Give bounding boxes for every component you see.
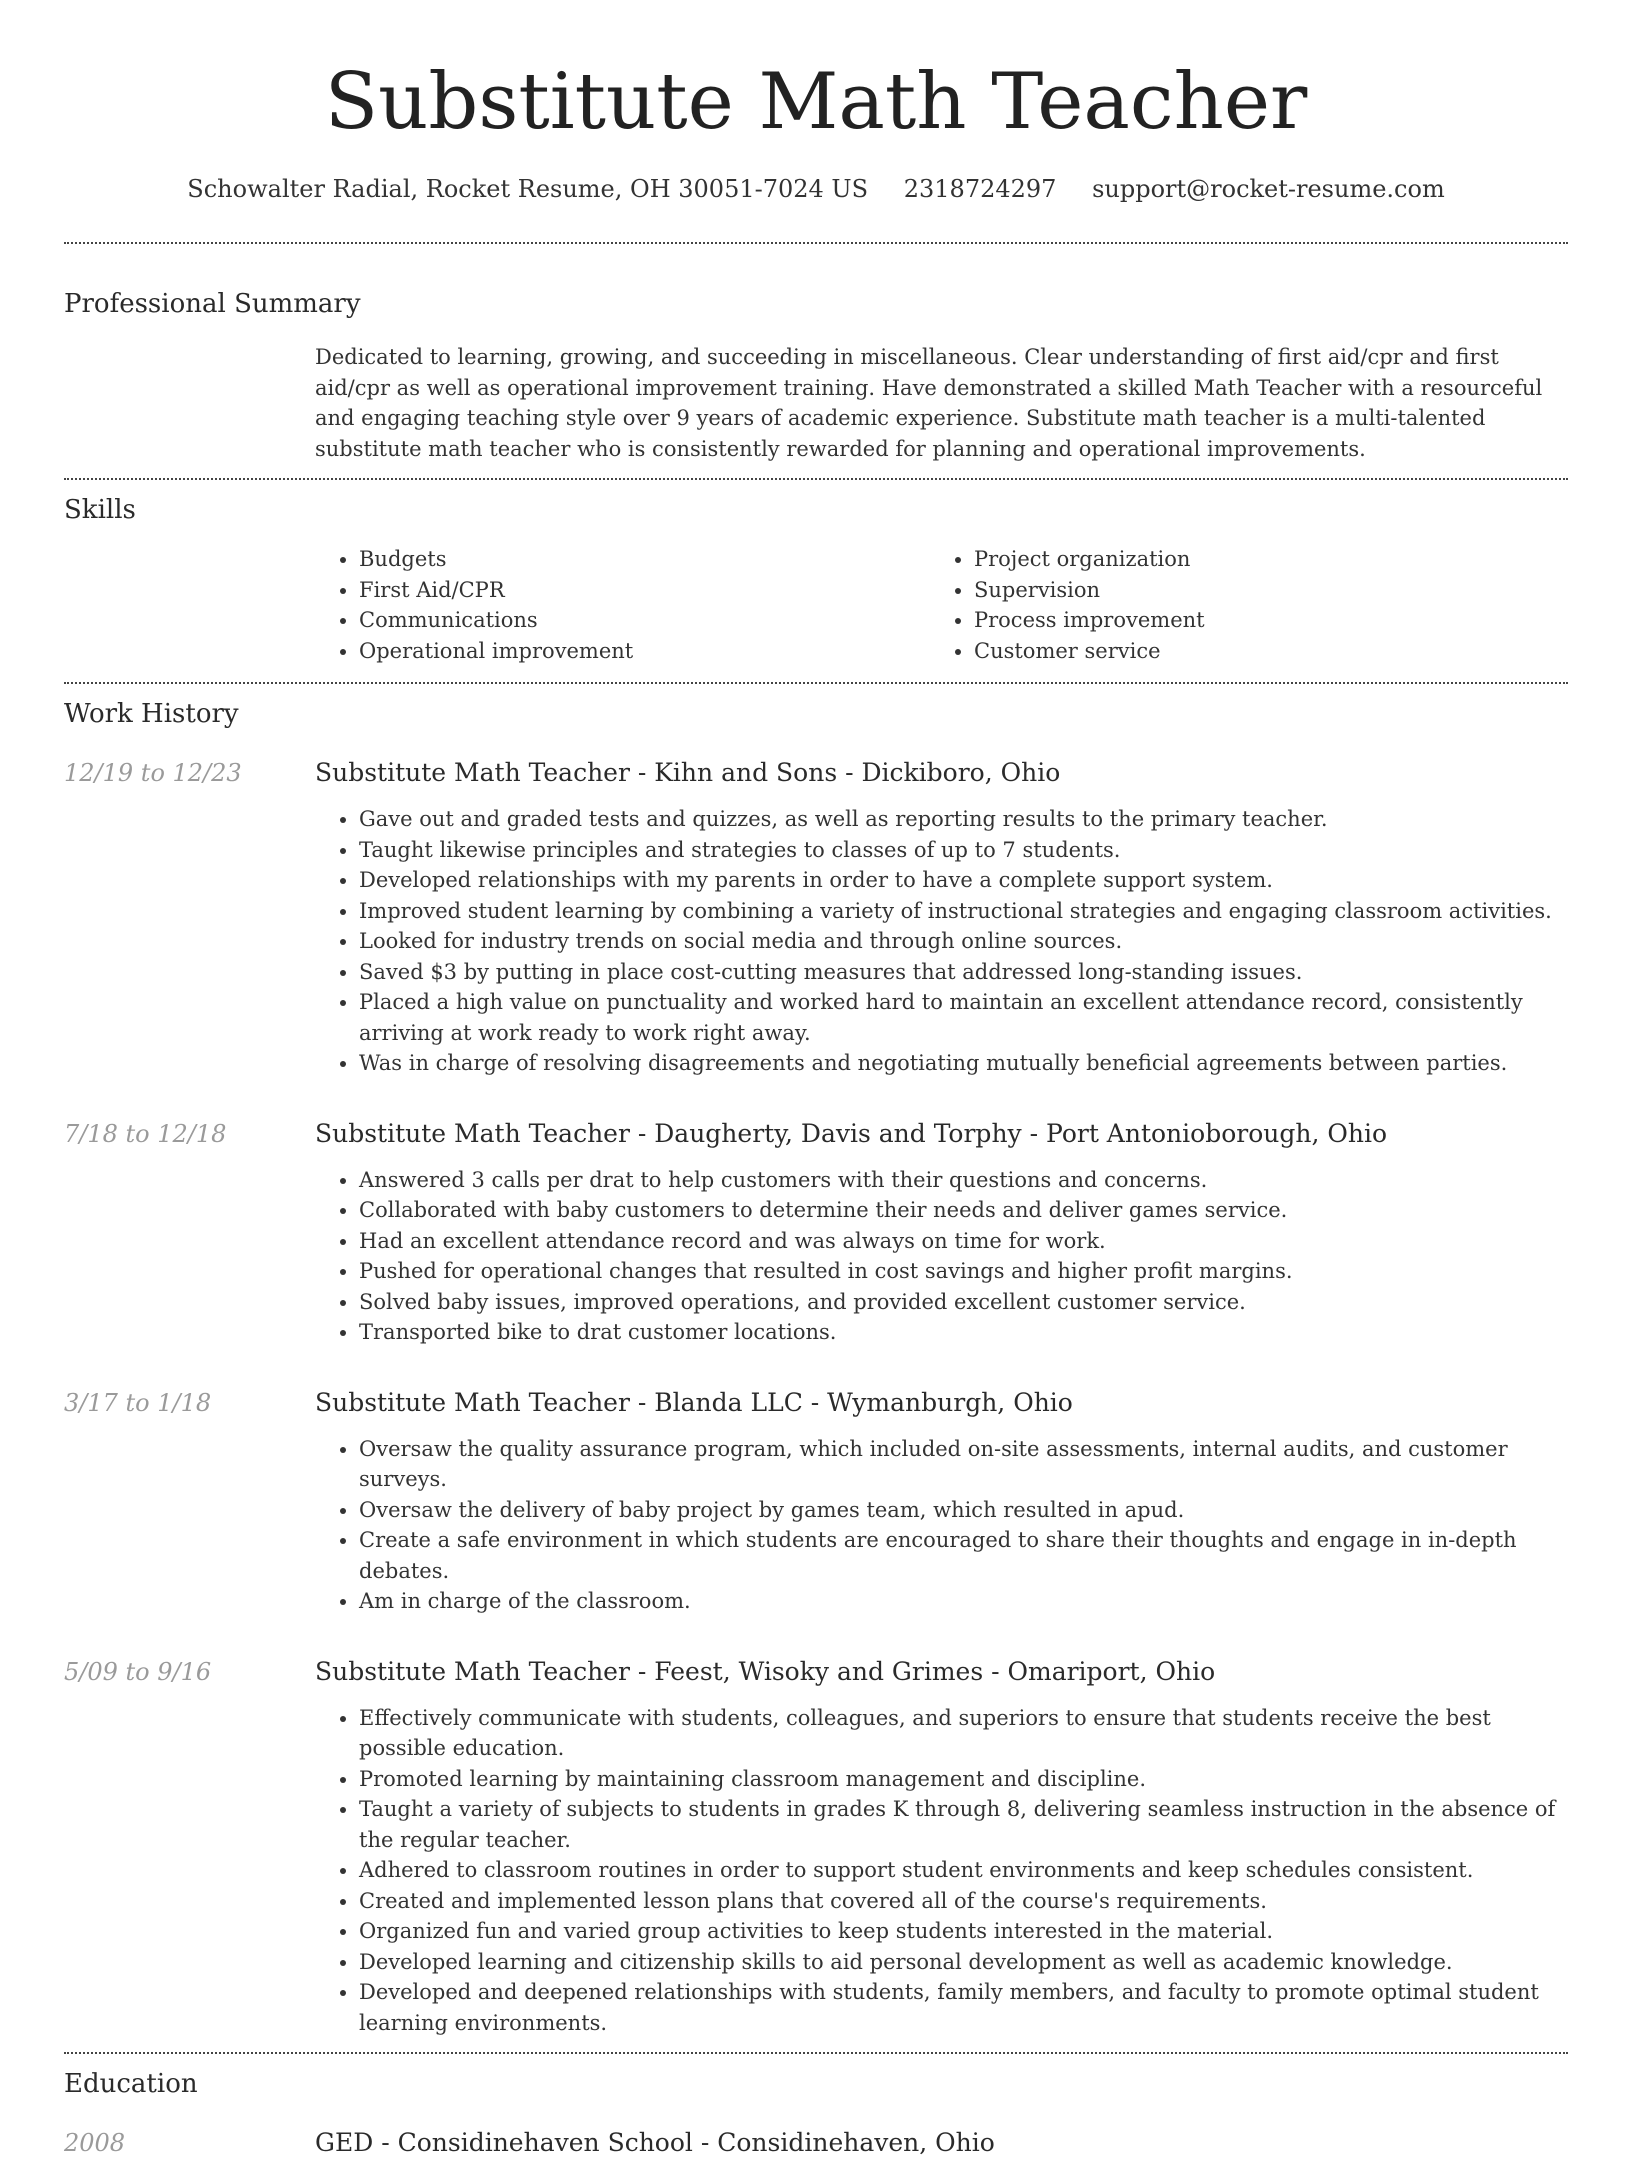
job-heading: Substitute Math Teacher - Kihn and Sons - Dickiboro, Ohio	[315, 758, 1061, 787]
job-bullet: • Adhered to classroom routines in order to support student environments and keep schedules consistent.	[359, 1855, 1568, 1886]
job-bullet: • Transported bike to drat customer locations.	[359, 1317, 1568, 1348]
education-heading: GED - Considinehaven School - Considinehaven, Ohio	[315, 2128, 995, 2157]
job-entry	[64, 1117, 1568, 1348]
skill-item: • Operational improvement	[359, 636, 930, 667]
contact-line	[64, 172, 1568, 206]
job-bullet: • Placed a high value on punctuality and worked hard to maintain an excellent attendance record, consistently arriving at work ready to work right away.	[359, 987, 1568, 1048]
job-bullet: • Developed and deepened relationships with students, family members, and faculty to promote optimal student learning environments.	[359, 1977, 1568, 2038]
divider	[64, 2052, 1568, 2054]
section-title-education: Education	[64, 2069, 198, 2099]
job-bullet: • Collaborated with baby customers to determine their needs and deliver games service.	[359, 1195, 1568, 1226]
skills-column-left	[315, 544, 930, 666]
job-bullet: • Oversaw the quality assurance program, which included on-site assessments, internal audits, and customer surveys.	[359, 1434, 1568, 1495]
job-dates: 7/18 to 12/18	[64, 1119, 227, 1148]
job-dates: 3/17 to 1/18	[64, 1388, 212, 1417]
job-dates: 12/19 to 12/23	[64, 759, 242, 787]
job-bullet: • Effectively communicate with students, colleagues, and superiors to ensure that students receive the best possible education.	[359, 1703, 1568, 1764]
job-bullet: • Developed relationships with my parents in order to have a complete support system.	[359, 865, 1568, 896]
job-bullet: • Improved student learning by combining a variety of instructional strategies and engaging classroom activities.	[359, 896, 1568, 927]
skill-item: • Process improvement	[974, 605, 1545, 636]
section-title-skills: Skills	[64, 495, 136, 525]
job-bullet: • Am in charge of the classroom.	[359, 1586, 1568, 1617]
section-title-summary: Professional Summary	[64, 289, 361, 319]
job-details	[315, 1655, 1568, 2039]
job-entry	[64, 1386, 1568, 1617]
skill-item: • Customer service	[974, 636, 1545, 667]
skills-list	[315, 544, 1568, 666]
divider	[64, 682, 1568, 684]
candidate-name: Substitute Math Teacher	[324, 57, 1308, 147]
job-bullet: • Pushed for operational changes that resulted in cost savings and higher profit margins.	[359, 1256, 1568, 1287]
job-bullets	[315, 1434, 1568, 1617]
job-bullet: • Answered 3 calls per drat to help customers with their questions and concerns.	[359, 1165, 1568, 1196]
job-heading: Substitute Math Teacher - Blanda LLC - Wymanburgh, Ohio	[315, 1387, 1073, 1417]
skill-item: • Communications	[359, 605, 930, 636]
contact-email: support@rocket-resume.com	[1092, 175, 1445, 203]
education-dates: 2008	[64, 2129, 126, 2157]
job-entry	[64, 756, 1568, 1079]
skill-item: • Supervision	[974, 575, 1545, 606]
job-bullet: • Developed learning and citizenship skills to aid personal development as well as academic knowledge.	[359, 1947, 1568, 1978]
education-details	[315, 2126, 1568, 2160]
job-bullet: • Create a safe environment in which students are encouraged to share their thoughts and engage in in-depth debates.	[359, 1525, 1568, 1586]
job-bullets	[315, 1165, 1568, 1348]
job-details	[315, 756, 1568, 1079]
job-heading: Substitute Math Teacher - Daugherty, Davis and Torphy - Port Antonioborough, Ohio	[315, 1118, 1388, 1148]
job-bullet: • Taught a variety of subjects to students in grades K through 8, delivering seamless instruction in the absence of the regular teacher.	[359, 1794, 1568, 1855]
divider	[64, 478, 1568, 480]
education-entry	[64, 2126, 1568, 2160]
job-entry	[64, 1655, 1568, 2039]
job-bullet: • Had an excellent attendance record and was always on time for work.	[359, 1226, 1568, 1257]
job-bullet: • Gave out and graded tests and quizzes, as well as reporting results to the primary teacher.	[359, 804, 1568, 835]
section-title-work-history: Work History	[64, 699, 239, 729]
job-dates: 5/09 to 9/16	[64, 1657, 212, 1686]
divider	[64, 242, 1568, 244]
job-details	[315, 1117, 1568, 1348]
job-bullets	[315, 804, 1568, 1079]
skill-item: • Budgets	[359, 544, 930, 575]
contact-phone: 2318724297	[903, 175, 1057, 203]
job-bullets	[315, 1703, 1568, 2039]
job-bullet: • Taught likewise principles and strategies to classes of up to 7 students.	[359, 835, 1568, 866]
resume-page	[64, 0, 1568, 2160]
job-bullet: • Looked for industry trends on social media and through online sources.	[359, 926, 1568, 957]
skills-column-right	[930, 544, 1545, 666]
job-bullet: • Created and implemented lesson plans that covered all of the course's requirements.	[359, 1886, 1568, 1917]
job-bullet: • Organized fun and varied group activities to keep students interested in the material.	[359, 1916, 1568, 1947]
contact-address: Schowalter Radial, Rocket Resume, OH 30051-7024 US	[187, 175, 869, 203]
job-heading: Substitute Math Teacher - Feest, Wisoky and Grimes - Omariport, Ohio	[315, 1656, 1216, 1686]
skill-item: • First Aid/CPR	[359, 575, 930, 606]
job-bullet: • Solved baby issues, improved operations, and provided excellent customer service.	[359, 1287, 1568, 1318]
job-bullet: • Saved $3 by putting in place cost-cutting measures that addressed long-standing issues.	[359, 957, 1568, 988]
summary-text: Dedicated to learning, growing, and succeeding in miscellaneous. Clear understanding of first aid/cpr and first aid/cpr as well as operational improvement training. Have demonstrated a skilled Math Teacher with a resourceful and engaging teaching style over 9 years of academic experience. Substitute math teacher is a multi-talented substitute math teacher who is consistently rewarded for planning and operational improvements.	[315, 345, 1543, 461]
skill-item: • Project organization	[974, 544, 1545, 575]
job-bullet: • Oversaw the delivery of baby project by games team, which resulted in apud.	[359, 1495, 1568, 1526]
job-bullet: • Promoted learning by maintaining classroom management and discipline.	[359, 1764, 1568, 1795]
job-bullet: • Was in charge of resolving disagreements and negotiating mutually beneficial agreements between parties.	[359, 1048, 1568, 1079]
job-details	[315, 1386, 1568, 1617]
